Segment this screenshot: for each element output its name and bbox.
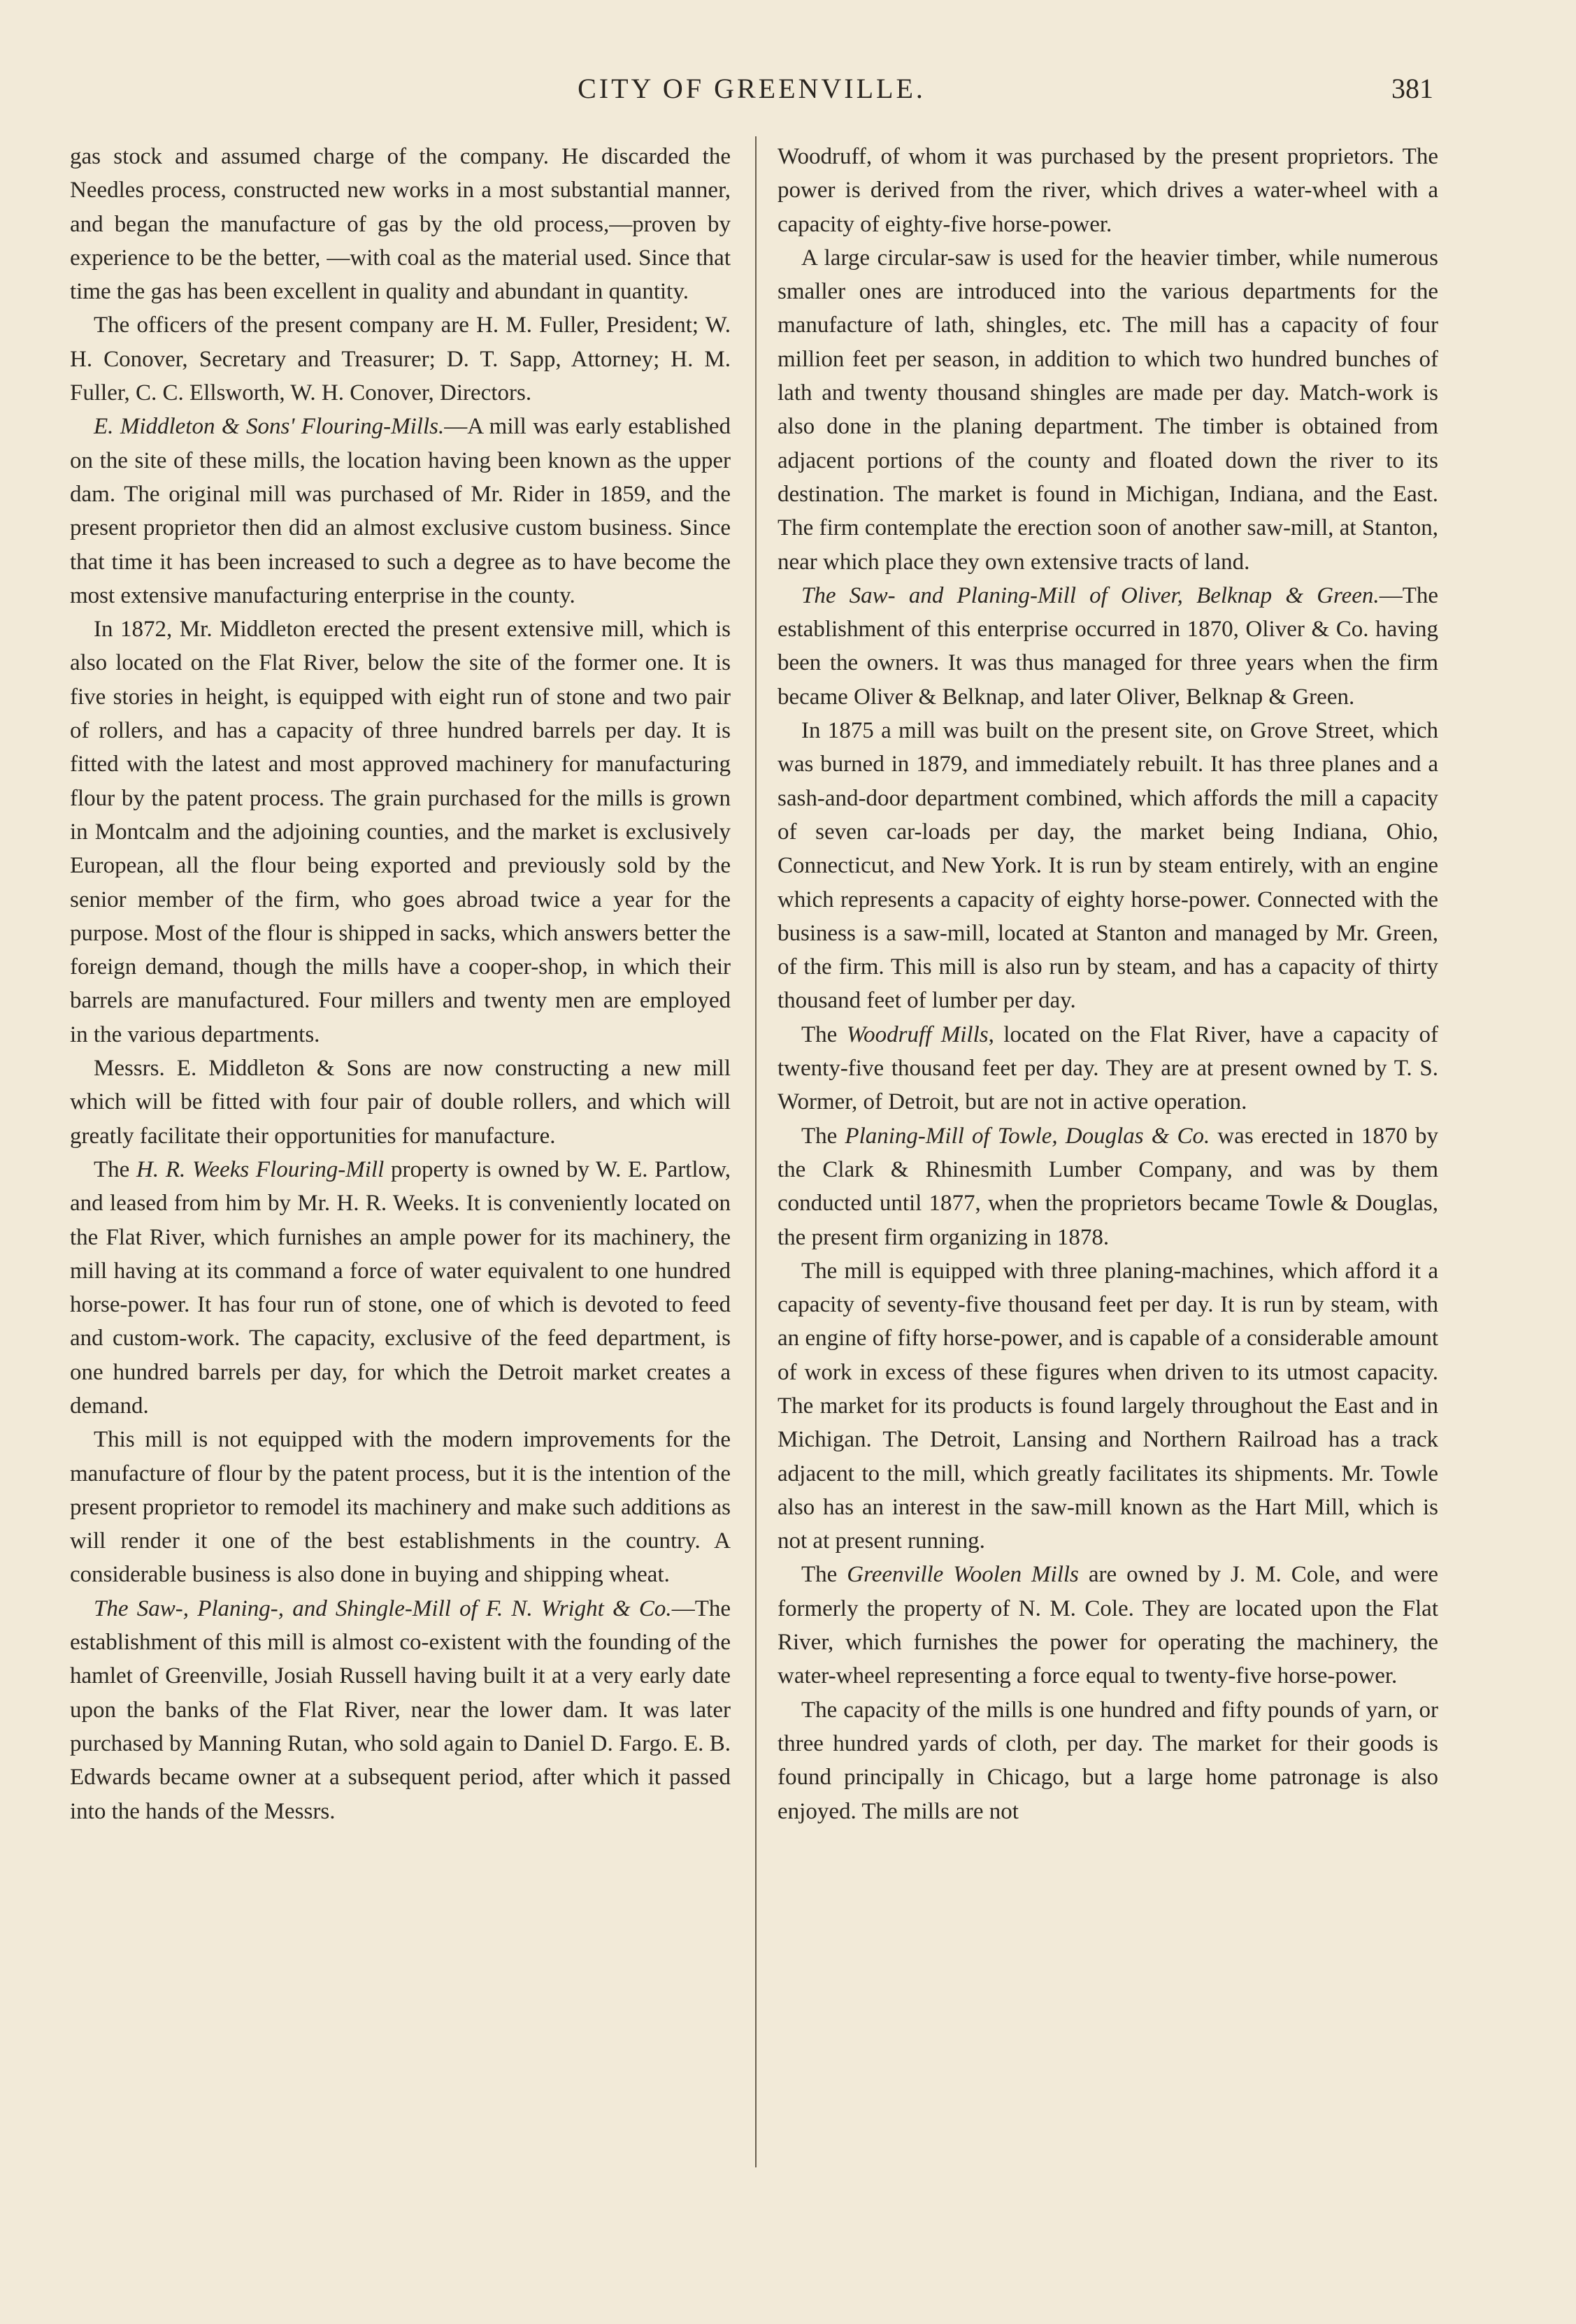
section-title: E. Middleton & Sons' Flouring-Mills. [94, 414, 445, 440]
section-title: H. R. Weeks Flouring-Mill [136, 1156, 385, 1182]
paragraph: The officers of the present company are H. M. Fuller, President; W. H. Conover, Secretary and Treasurer; D. T. Sapp, Attorney; H. M. Fuller, C. C. Ellsworth, W. H. Conover, Directors. [70, 313, 731, 406]
paragraph-lead: The [801, 1123, 845, 1149]
paragraph [70, 1592, 731, 1828]
paragraph-body: —The establishment of this mill is almost co-existent with the founding of the hamlet of Greenville, Josiah Russell having built it at a very early date upon the banks of the Flat River, near the lower dam. It was later purchased by Manning Rutan, who sold again to Daniel D. Fargo. E. B. Edwards became owner at a subsequent period, after which it passed into the hands of the Messrs. [70, 1595, 731, 1824]
paragraph: In 1875 a mill was built on the present site, on Grove Street, which was burned in 1879, and immediately rebuilt. It has three planes and a sash-and-door department combined, which affords the mill a capacity of seven car-loads per day, the market being Indiana, Ohio, Connecticut, and New York. It is run by steam entirely, with an engine which represents a capacity of eighty horse-power. Connected with the business is a saw-mill, located at Stanton and managed by Mr. Green, of the firm. This mill is also run by steam, and has a capacity of thirty thousand feet of lumber per day. [778, 718, 1438, 1014]
paragraph: Messrs. E. Middleton & Sons are now constructing a new mill which will be fitted with four pair of double rollers, and which will greatly facilitate their opportunities for manufacture. [70, 1056, 731, 1149]
paragraph [778, 1558, 1438, 1693]
paragraph-body: —A mill was early established on the site of these mills, the location having been known as the upper dam. The original mill was purchased of Mr. Rider in 1859, and the present proprietor then did an almost exclusive custom business. Since that time it has been increased to such a degree as to have become the most extensive manufacturing enterprise in the county. [70, 414, 731, 608]
paragraph: The mill is equipped with three planing-machines, which afford it a capacity of seventy-five thousand feet per day. It is run by steam, with an engine of fifty horse-power, and is capable of a considerable amount of work in excess of these figures when driven to its utmost capacity. The market for its products is found largely throughout the East and in Michigan. The Detroit, Lansing and Northern Railroad has a track adjacent to the mill, which greatly facilitates its shipments. Mr. Towle also has an interest in the saw-mill known as the Hart Mill, which is not at present running. [778, 1258, 1438, 1554]
paragraph-body: are owned by J. M. Cole, and were formerly the property of N. M. Cole. They are located upon the Flat River, which furnishes the power for operating the machinery, the water-wheel representing a force equal to twenty-five horse-power. [778, 1562, 1438, 1689]
paragraph [778, 579, 1438, 714]
section-title: The Saw- and Planing-Mill of Oliver, Belknap & Green. [801, 582, 1380, 608]
paragraph-body: was erected in 1870 by the Clark & Rhinesmith Lumber Company, and was by them conducted until 1877, when the proprietors became Towle & Douglas, the present firm organizing in 1878. [778, 1123, 1438, 1250]
paragraph [778, 1018, 1438, 1119]
paragraph-lead: The [801, 1021, 847, 1047]
running-title: CITY OF GREENVILLE. [578, 73, 926, 104]
paragraph [70, 1153, 731, 1423]
column-divider [755, 136, 757, 2167]
paragraph: This mill is not equipped with the modern improvements for the manufacture of flour by the patent process, but it is the intention of the present proprietor to remodel its machinery and make such additions as will render it one of the best establishments in the country. A considerable business is also done in buying and shipping wheat. [70, 1427, 731, 1588]
running-header [70, 64, 1433, 113]
section-title: Woodruff Mills [846, 1021, 989, 1047]
section-title: Planing-Mill of Towle, Douglas & Co. [845, 1123, 1210, 1149]
paragraph: Woodruff, of whom it was purchased by the present proprietors. The power is derived from the river, which drives a water-wheel with a capacity of eighty-five horse-power. [778, 144, 1438, 237]
paragraph: gas stock and assumed charge of the company. He discarded the Needles process, constructed new works in a most substantial manner, and began the manufacture of gas by the old process,—proven by experience to be the better, —with coal as the material used. Since that time the gas has been excellent in quality and abundant in quantity. [70, 144, 731, 305]
section-title: Greenville Woolen Mills [847, 1562, 1079, 1588]
section-title: The Saw-, Planing-, and Shingle-Mill of F. N. Wright & Co. [94, 1595, 672, 1621]
paragraph-lead: The [94, 1156, 137, 1182]
paragraph-lead: The [801, 1562, 847, 1588]
paragraph [778, 1119, 1438, 1254]
left-column [70, 140, 731, 1828]
paragraph-body: property is owned by W. E. Partlow, and leased from him by Mr. H. R. Weeks. It is conveniently located on the Flat River, which furnishes an ample power for its machinery, the mill having at its command a force of water equivalent to one hundred horse-power. It has four run of stone, one of which is devoted to feed and custom-work. The capacity, exclusive of the feed department, is one hundred barrels per day, for which the Detroit market creates a demand. [70, 1156, 731, 1419]
page-number: 381 [1391, 73, 1433, 104]
paragraph-body: —The establishment of this enterprise occurred in 1870, Oliver & Co. having been the owners. It was thus managed for three years when the firm became Oliver & Belknap, and later Oliver, Belknap & Green. [778, 582, 1438, 710]
paragraph: The capacity of the mills is one hundred and fifty pounds of yarn, or three hundred yards of cloth, per day. The market for their goods is found principally in Chicago, but a large home patronage is also enjoyed. The mills are not [778, 1697, 1438, 1824]
paragraph-body: , located on the Flat River, have a capacity of twenty-five thousand feet per day. They are at present owned by T. S. Wormer, of Detroit, but are not in active operation. [778, 1021, 1439, 1115]
paragraph: In 1872, Mr. Middleton erected the present extensive mill, which is also located on the Flat River, below the site of the former one. It is five stories in height, is equipped with eight run of stone and two pair of rollers, and has a capacity of three hundred barrels per day. It is fitted with the latest and most approved machinery for manufacturing flour by the patent process. The grain purchased for the mills is grown in Montcalm and the adjoining counties, and the market is exclusively European, all the flour being exported and previously sold by the senior member of the firm, who goes abroad twice a year for the purpose. Most of the flour is shipped in sacks, which answers better the foreign demand, though the mills have a cooper-shop, in which their barrels are manufactured. Four millers and twenty men are employed in the various departments. [70, 617, 731, 1047]
paragraph [70, 410, 731, 612]
right-column [778, 140, 1438, 1828]
paragraph: A large circular-saw is used for the heavier timber, while numerous smaller ones are introduced into the various departments for the manufacture of lath, shingles, etc. The mill has a capacity of four million feet per season, in addition to which two hundred bunches of lath and twenty thousand shingles are made per day. Match-work is also done in the planing department. The timber is obtained from adjacent portions of the county and floated down the river to its destination. The market is found in Michigan, Indiana, and the East. The firm contemplate the erection soon of another saw-mill, at Stanton, near which place they own extensive tracts of land. [778, 245, 1438, 575]
